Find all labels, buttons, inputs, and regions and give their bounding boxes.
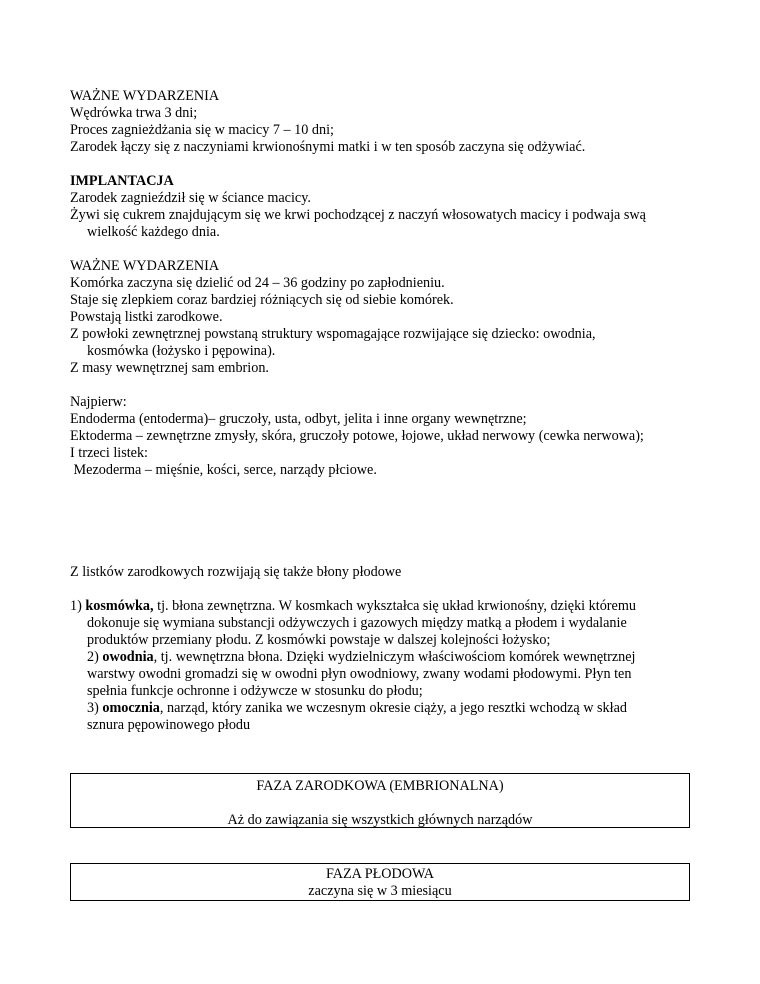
section-heading: WAŻNE WYDARZENIA xyxy=(70,258,220,274)
spacer xyxy=(70,581,692,598)
list-item-continued: produktów przemiany płodu. Z kosmówki powstaje w dalszej kolejności łożysko; xyxy=(87,632,551,648)
text-line: Staje się zlepkiem coraz bardziej różniących się od siebie komórek. xyxy=(70,292,454,308)
list-item xyxy=(70,649,692,666)
spacer xyxy=(70,377,692,394)
text-line: Żywi się cukrem znajdującym się we krwi pochodzącej z naczyń włosowatych macicy i podwaja swą xyxy=(70,207,646,223)
list-item-continued: warstwy owodni gromadzi się w owodni płyn owodniowy, zwany wodami płodowymi. Płyn ten xyxy=(87,666,632,682)
phase-title: FAZA PŁODOWA xyxy=(325,866,435,882)
text-line: Z powłoki zewnętrznej powstaną struktury wspomagające rozwijające się dziecko: owodnia, xyxy=(70,326,596,342)
text-line-continued: wielkość każdego dnia. xyxy=(87,224,220,240)
phase-description: Aż do zawiązania się wszystkich głównych narządów xyxy=(227,812,533,828)
list-term: owodnia xyxy=(102,649,154,665)
text-line: Zarodek zagnieździł się w ściance macicy. xyxy=(70,190,311,206)
text-line: Wędrówka trwa 3 dni; xyxy=(70,105,198,121)
list-number: 2) xyxy=(87,649,103,665)
phase-box-embryonic xyxy=(70,773,690,828)
text-line: Z listków zarodkowych rozwijają się także błony płodowe xyxy=(70,564,402,580)
text-line: Z masy wewnętrznej sam embrion. xyxy=(70,360,269,376)
spacer xyxy=(70,241,692,258)
text-line: Proces zagnieżdżania się w macicy 7 – 10 dni; xyxy=(70,122,334,138)
list-number: 3) xyxy=(87,700,103,716)
list-item-continued: dokonuje się wymiana substancji odżywczych i gazowych między matką a płodem i wydalanie xyxy=(87,615,627,631)
text-line: Endoderma (entoderma)– gruczoły, usta, odbyt, jelita i inne organy wewnętrzne; xyxy=(70,411,527,427)
section-heading: WAŻNE WYDARZENIA xyxy=(70,88,220,104)
list-term: kosmówka, xyxy=(85,598,154,614)
list-text: tj. błona zewnętrzna. W kosmkach wykształca się układ krwionośny, dzięki któremu xyxy=(153,598,636,614)
text-line-continued: kosmówka (łożysko i pępowina). xyxy=(87,343,276,359)
text-line: Komórka zaczyna się dzielić od 24 – 36 godziny po zapłodnieniu. xyxy=(70,275,445,291)
spacer xyxy=(71,795,689,812)
text-line: Najpierw: xyxy=(70,394,127,410)
text-line: Mezoderma – mięśnie, kości, serce, narządy płciowe. xyxy=(70,462,377,478)
list-number: 1) xyxy=(70,598,86,614)
section-heading-bold: IMPLANTACJA xyxy=(70,173,174,189)
list-item xyxy=(70,700,692,717)
text-line: Zarodek łączy się z naczyniami krwionośnymi matki i w ten sposób zaczyna się odżywiać. xyxy=(70,139,586,155)
membrane-list xyxy=(70,598,692,734)
list-item-continued: sznura pępowinowego płodu xyxy=(87,717,251,733)
phase-box-fetal xyxy=(70,863,690,901)
phase-description: zaczyna się w 3 miesiącu xyxy=(308,883,452,899)
document-body xyxy=(70,88,692,734)
spacer xyxy=(70,479,692,564)
list-text: , narząd, który zanika we wczesnym okresie ciąży, a jego resztki wchodzą w skład xyxy=(159,700,627,716)
phase-title: FAZA ZARODKOWA (EMBRIONALNA) xyxy=(256,778,504,794)
list-text: , tj. wewnętrzna błona. Dzięki wydzielniczym właściwościom komórek wewnętrznej xyxy=(153,649,636,665)
spacer xyxy=(70,156,692,173)
text-line: Powstają listki zarodkowe. xyxy=(70,309,223,325)
text-line: I trzeci listek: xyxy=(70,445,148,461)
list-item-continued: spełnia funkcje ochronne i odżywcze w stosunku do płodu; xyxy=(87,683,423,699)
list-item xyxy=(70,598,692,615)
text-line: Ektoderma – zewnętrzne zmysły, skóra, gruczoły potowe, łojowe, układ nerwowy (cewka nerwowa); xyxy=(70,428,644,444)
list-term: omocznia xyxy=(102,700,160,716)
